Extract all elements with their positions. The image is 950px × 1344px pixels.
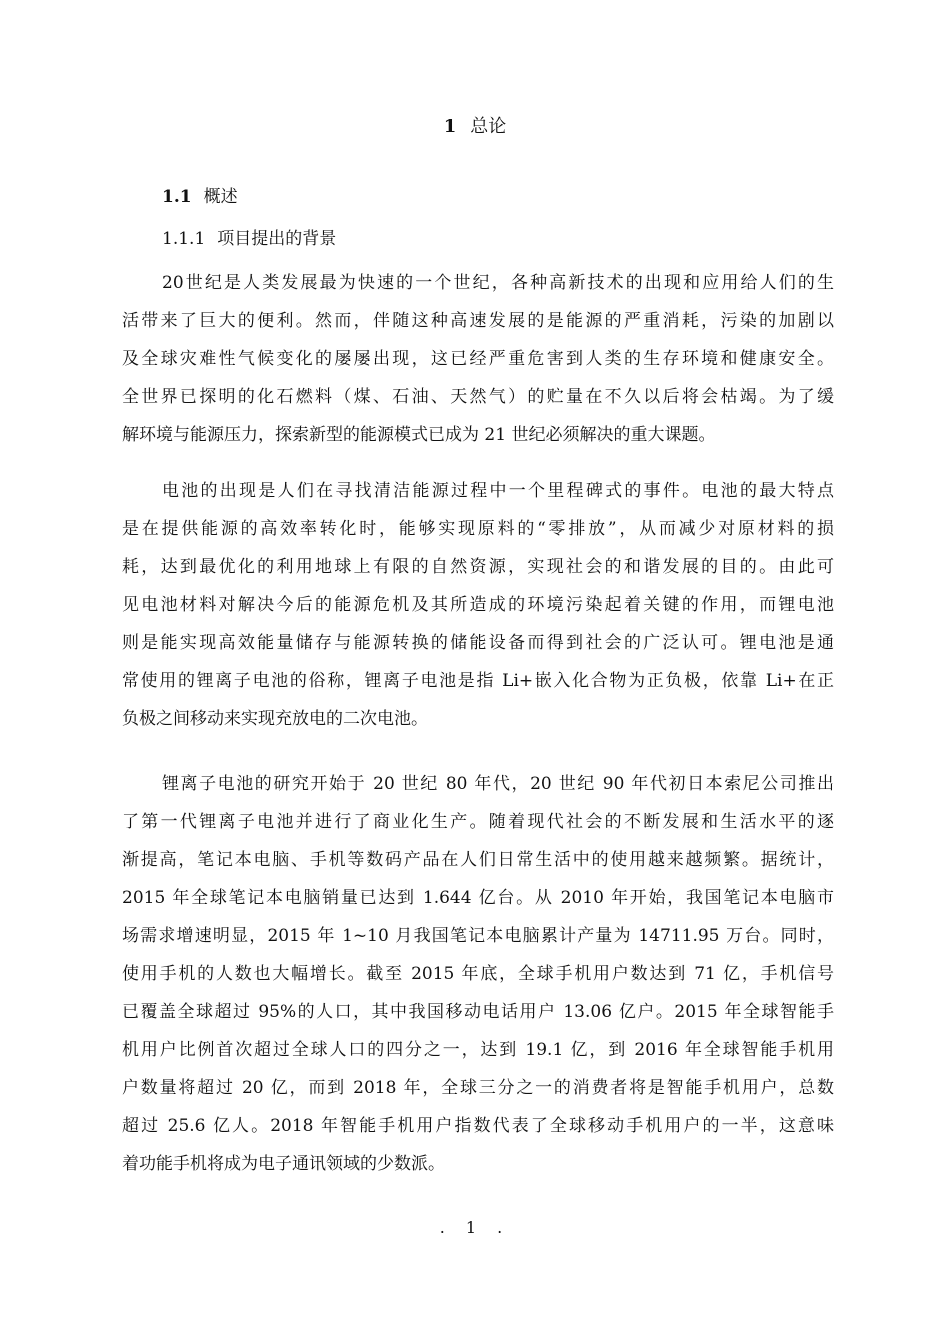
page-number: . 1 . (439, 1218, 511, 1237)
subsection-title: 项目提出的背景 (217, 229, 337, 249)
text-line: 着功能手机将成为电子通讯领域的少数派。 (122, 1154, 445, 1174)
text-line: 锂离子电池的研究开始于 20 世纪 80 年代，20 世纪 90 年代初日本索尼公司推出 (162, 774, 834, 794)
text-line: 渐提高，笔记本电脑、手机等数码产品在人们日常生活中的使用越来越频繁。据统计， (122, 850, 834, 870)
text-line: 超过 25.6 亿人。2018 年智能手机用户指数代表了全球移动手机用户的一半，这意味 (122, 1116, 834, 1136)
chapter-number: 1 (443, 116, 457, 137)
text-line: 耗，达到最优化的利用地球上有限的自然资源，实现社会的和谐发展的目的。由此可 (122, 557, 834, 577)
subsection-heading (162, 227, 336, 251)
section-number: 1.1 (162, 187, 192, 207)
text-line: 20世纪是人类发展最为快速的一个世纪，各种高新技术的出现和应用给人们的生 (162, 273, 834, 293)
section-title: 概述 (203, 187, 238, 207)
text-line: 机用户比例首次超过全球人口的四分之一，达到 19.1 亿，到 2016 年全球智能手机用 (122, 1040, 834, 1060)
text-line: 2015 年全球笔记本电脑销量已达到 1.644 亿台。从 2010 年开始，我国笔记本电脑市 (122, 888, 834, 908)
text-line: 户数量将超过 20 亿，而到 2018 年，全球三分之一的消费者将是智能手机用户，总数 (122, 1078, 834, 1098)
text-line: 见电池材料对解决今后的能源危机及其所造成的环境污染起着关键的作用，而锂电池 (122, 595, 834, 615)
text-line: 了第一代锂离子电池并进行了商业化生产。随着现代社会的不断发展和生活水平的逐 (122, 812, 834, 832)
subsection-number: 1.1.1 (162, 229, 206, 249)
text-line: 则是能实现高效能量储存与能源转换的储能设备而得到社会的广泛认可。锂电池是通 (122, 633, 834, 653)
chapter-heading (0, 115, 950, 139)
text-line: 是在提供能源的高效率转化时，能够实现原料的“零排放”，从而减少对原材料的损 (122, 519, 834, 539)
text-line: 负极之间移动来实现充放电的二次电池。 (122, 709, 428, 729)
body-paragraph (122, 472, 834, 738)
text-line: 场需求增速明显，2015 年 1~10 月我国笔记本电脑累计产量为 14711.95 万台。同时， (122, 926, 834, 946)
text-line: 及全球灾难性气候变化的屡屡出现，这已经严重危害到人类的生存环境和健康安全。 (122, 349, 834, 369)
body-paragraph (122, 765, 834, 1183)
text-line: 解环境与能源压力，探索新型的能源模式已成为 21 世纪必须解决的重大课题。 (122, 425, 716, 445)
text-line: 全世界已探明的化石燃料（煤、石油、天然气）的贮量在不久以后将会枯竭。为了缓 (122, 387, 834, 407)
text-line: 已覆盖全球超过 95%的人口，其中我国移动电话用户 13.06 亿户。2015 年全球智能手 (122, 1002, 834, 1022)
text-line: 常使用的锂离子电池的俗称，锂离子电池是指 Li+嵌入化合物为正负极，依靠 Li+在正 (122, 671, 834, 691)
text-line: 使用手机的人数也大幅增长。截至 2015 年底，全球手机用户数达到 71 亿，手机信号 (122, 964, 834, 984)
text-line: 活带来了巨大的便利。然而，伴随这种高速发展的是能源的严重消耗，污染的加剧以 (122, 311, 834, 331)
section-heading (162, 185, 238, 209)
chapter-title: 总论 (470, 116, 507, 137)
text-line: 电池的出现是人们在寻找清洁能源过程中一个里程碑式的事件。电池的最大特点 (162, 481, 834, 501)
body-paragraph (122, 264, 834, 454)
